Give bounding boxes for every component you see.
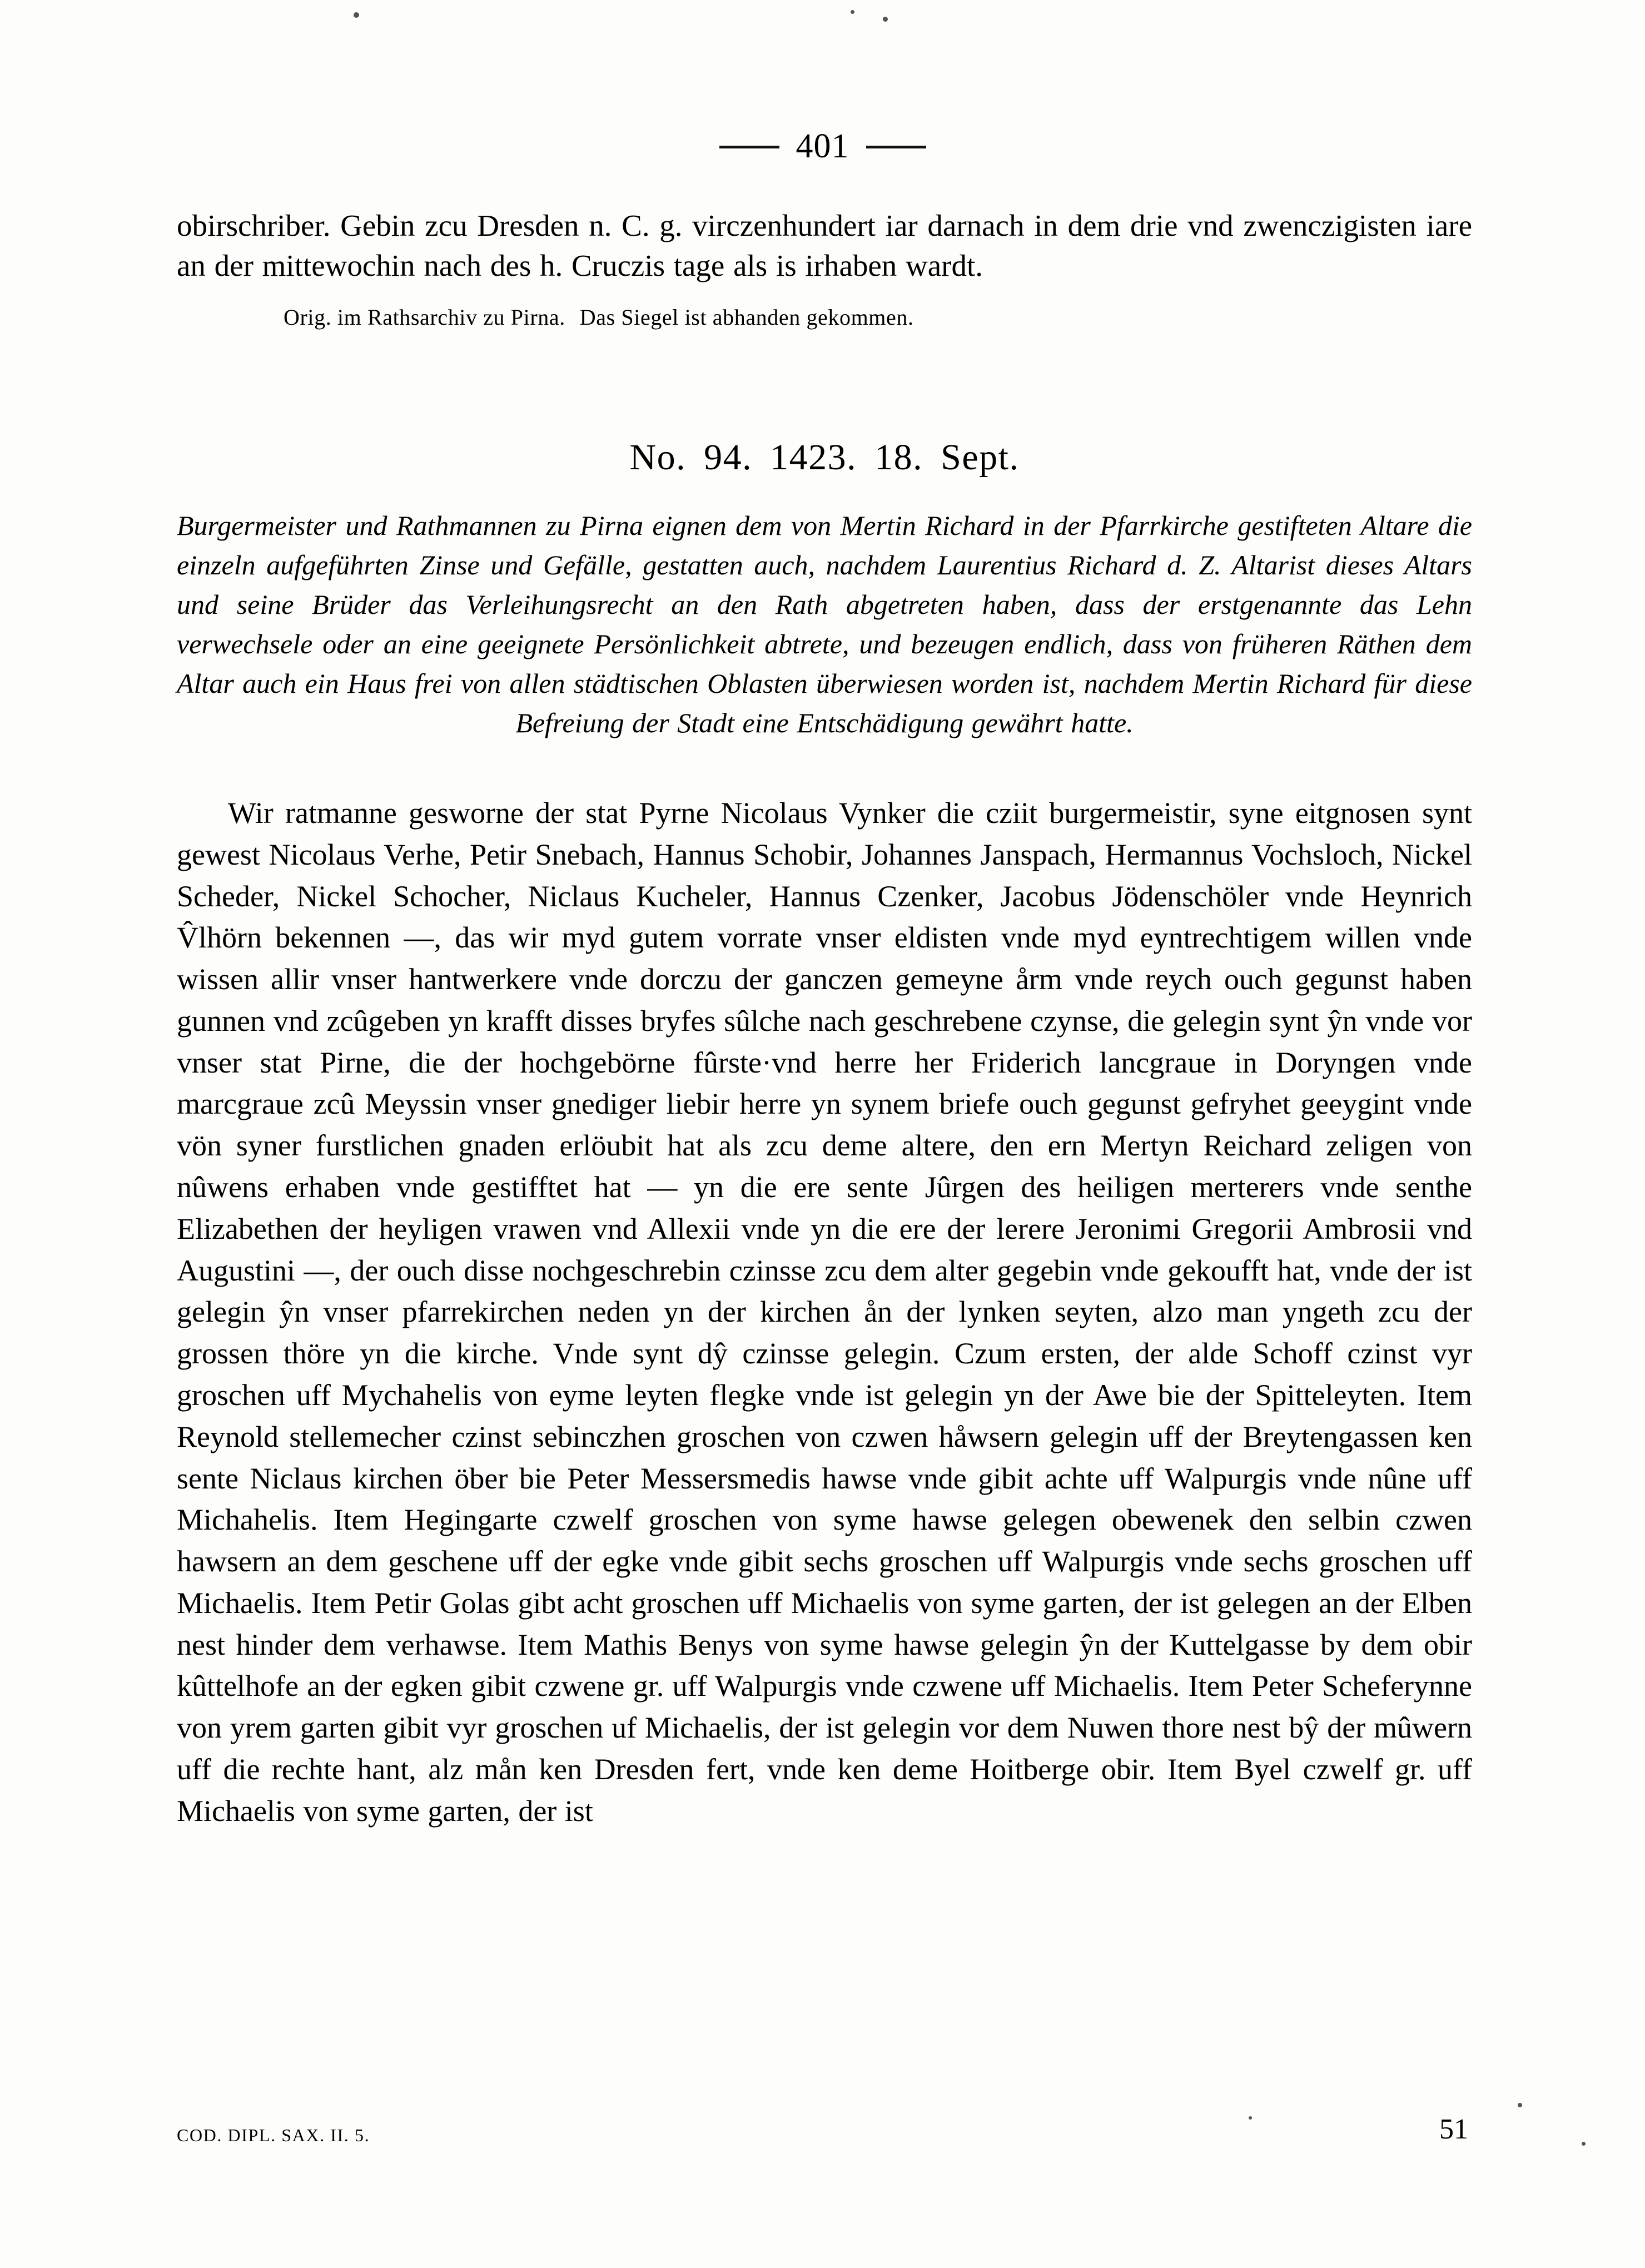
document-date: 18. Sept. (874, 437, 1020, 478)
page-footer (177, 2113, 1468, 2146)
charter-body-text: Wir ratmanne gesworne der stat Pyrne Nicolaus Vynker die cziit burgermeistir, syne eitgnosen synt gewest Nicolaus Verhe, Petir Snebach, Hannus Schobir, Johannes Janspach, Hermannus Vochsloch, Nickel Scheder, Nickel Schocher, Niclaus Kucheler, Hannus Czenker, Jacobus Jödenschöler vnde Heynrich V̂lhörn bekennen —, das wir myd gutem vorrate vnser eldisten vnde myd eyntrechtigem willen vnde wissen allir vnser hantwerkere vnde dorczu der ganczen gemeyne årm vnde reych ouch gegunst haben gunnen vnd zcûgeben yn krafft disses bryfes sûlche nach geschrebene czynse, die gelegin synt ŷn vnde vor vnser stat Pirne, die der hochgebörne fûrste·vnd herre her Friderich lancgraue in Doryngen vnde marcgraue zcû Meyssin vnser gnediger liebir herre yn synem briefe ouch gegunst gefryhet geeygint vnde vön syner furstlichen gnaden erlöubit hat als zcu deme altere, den ern Mertyn Reichard zeligen von nûwens erhaben vnde gestifftet hat — yn die ere sente Jûrgen des heiligen merterers vnde senthe Elizabethen der heyligen vrawen vnd Allexii vnde yn die ere der lerere Jeronimi Gregorii Ambrosii vnd Augustini —, der ouch disse nochgeschrebin czinsse zcu dem alter gegebin vnde gekoufft hat, vnde der ist gelegin ŷn vnser pfarrekirchen neden yn der kirchen ån der lynken seyten, alzo man yngeth zcu der grossen thöre yn die kirche. Vnde synt dŷ czinsse gelegin. Czum ersten, der alde Schoff czinst vyr groschen uff Mychahelis von eyme leyten flegke vnde ist gelegin yn der Awe bie der Spitteleyten. Item Reynold stellemecher czinst sebinczhen groschen von czwen håwsern gelegin uff der Breytengassen ken sente Niclaus kirchen öber bie Peter Messersmedis hawse vnde gibit achte uff Walpurgis vnde nûne uff Michahelis. Item Hegingarte czwelf groschen von syme hawse gelegen obewenek den selbin czwen hawsern an dem geschene uff der egke vnde gibit sechs groschen uff Walpurgis vnde sechs groschen uff Michaelis. Item Petir Golas gibt acht groschen uff Michaelis von syme garten, der ist gelegen an der Elben nest hinder dem verhawse. Item Mathis Benys von syme hawse gelegin ŷn der Kuttelgasse by dem obir kûttelhofe an der egken gibit czwene gr. uff Walpurgis vnde czwene uff Michaelis. Item Peter Scheferynne von yrem garten gibit vyr groschen uf Michaelis, der ist gelegin vor dem Nuwen thore nest bŷ der mûwern uff die rechte hant, alz mån ken Dresden fert, vnde ken deme Hoitberge obir. Item Byel czwelf gr. uff Michaelis von syme garten, der ist (177, 796, 1472, 1828)
source-note-seal: Das Siegel ist abhanden gekommen. (579, 305, 914, 330)
scan-speck (1582, 2142, 1586, 2146)
scan-speck (851, 10, 854, 14)
scan-speck (883, 17, 888, 22)
source-note (284, 303, 1395, 332)
scan-speck (354, 12, 359, 18)
document-number: No. 94. (629, 437, 753, 478)
footer-page-number: 51 (1439, 2113, 1468, 2145)
source-note-archive: Orig. im Rathsarchiv zu Pirna. (284, 305, 565, 330)
document-year: 1423. (770, 437, 857, 478)
footer-signature: COD. DIPL. SAX. II. 5. (177, 2125, 370, 2145)
document-heading (177, 436, 1472, 479)
rule-left (719, 146, 779, 148)
scan-speck (1518, 2103, 1522, 2107)
folio-number: 401 (796, 127, 849, 165)
continuation-paragraph: obirschriber. Gebin zcu Dresden n. C. g. virczenhundert iar darnach in dem drie vnd zwenczigisten iare an der mittewochin nach des h. Cruczis tage als is irhaben wardt. (177, 209, 1472, 282)
rule-right (866, 146, 926, 148)
running-head (0, 127, 1645, 166)
regest-summary: Burgermeister und Rathmannen zu Pirna eignen dem von Mertin Richard in der Pfarrkirche gestifteten Altare die einzeln aufgeführten Zinse und Gefälle, gestatten auch, nachdem Laurentius Richard d. Z. Altarist dieses Altars und seine Brüder das Verleihungsrecht an den Rath abgetreten haben, dass der erstgenannte das Lehn verwechsele oder an eine geeignete Persönlichkeit abtrete, und bezeugen endlich, dass von früheren Räthen dem Altar auch ein Haus frei von allen städtischen Oblasten überwiesen worden ist, nachdem Mertin Richard für diese Befreiung der Stadt eine Entschädigung gewährt hatte. (177, 510, 1472, 738)
